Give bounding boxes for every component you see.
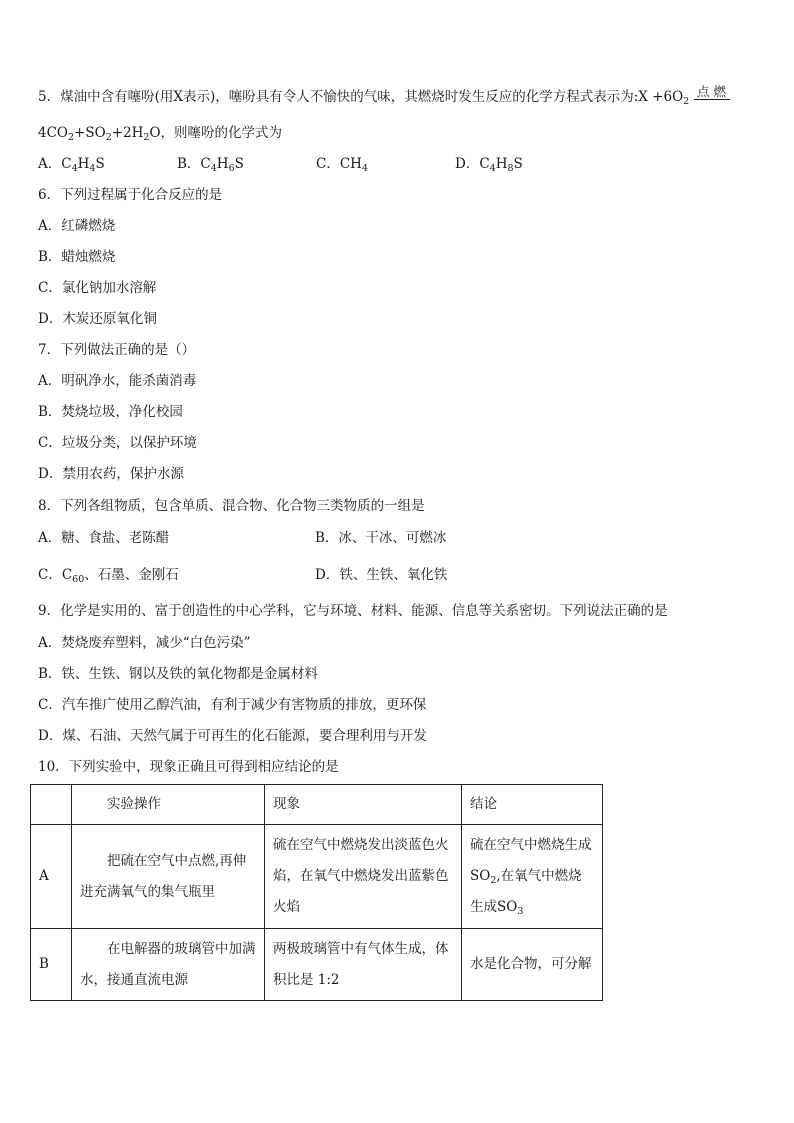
operation-cell: 在电解器的玻璃管中加满水，接通直流电源 [72,929,265,1001]
operation-cell: 把硫在空气中点燃,再伸进充满氧气的集气瓶里 [72,825,265,929]
table-header-cell: 实验操作 [72,785,265,825]
table-header-cell: 结论 [462,785,603,825]
q7-option-c: C．垃圾分类，以保护环境 [38,435,197,451]
row-label: B [31,929,72,1001]
conclusion-cell: 水是化合物，可分解 [462,929,603,1001]
q8-option-d: D．铁、生铁、氧化铁 [315,567,448,583]
table-header-cell: 现象 [265,785,462,825]
q8-option-b: B．冰、干冰、可燃冰 [315,530,447,546]
q8-option-a: A．糖、食盐、老陈醋 [38,530,170,546]
q9-option-c: C．汽车推广使用乙醇汽油，有利于减少有害物质的排放，更环保 [38,697,427,713]
q8-option-c: C．$C_{60}$、石墨、金刚石 [38,567,179,585]
q8-stem: 8．下列各组物质，包含单质、混合物、化合物三类物质的一组是 [38,498,425,514]
q6-option-d: D．木炭还原氧化铜 [38,311,157,327]
table-header-row [31,785,603,825]
table-header-cell [31,785,72,825]
table-row [31,825,603,929]
conclusion-cell: 硫在空气中燃烧生成$SO_2$,在氧气中燃烧生成$SO_3$ [462,825,603,929]
q5-stem-line2: $4CO_2+SO_2+2H_2O$，则噻吩的化学式为 [38,125,283,143]
q10-stem: 10．下列实验中，现象正确且可得到相应结论的是 [38,759,339,775]
q7-option-b: B．焚烧垃圾，净化校园 [38,404,183,420]
q7-option-d: D．禁用农药，保护水源 [38,466,184,482]
q6-option-c: C．氯化钠加水溶解 [38,280,157,296]
q7-stem: 7．下列做法正确的是（） [38,342,196,358]
q5-option-a: A．$C_4H_4S$ [38,156,105,174]
row-label: A [31,825,72,929]
q7-option-a: A．明矾净水，能杀菌消毒 [38,373,197,389]
q6-option-b: B．蜡烛燃烧 [38,249,116,265]
q5-option-d: D．$C_4H_8S$ [455,156,523,174]
experiment-table [30,784,603,1001]
q5-option-b: B．$C_4H_6S$ [177,156,244,174]
q6-option-a: A．红磷燃烧 [38,218,116,234]
q9-option-a: A．焚烧废弃塑料，减少“白色污染” [38,635,251,651]
q5-option-c: C．$CH_4$ [316,156,368,174]
q9-option-b: B．铁、生铁、钢以及铁的氧化物都是金属材料 [38,666,318,682]
phenomenon-cell: 硫在空气中燃烧发出淡蓝色火焰，在氧气中燃烧发出蓝紫色火焰 [265,825,462,929]
q5-stem-line1: 5．煤油中含有噻吩(用X表示)，噻吩具有令人不愉快的气味，其燃烧时发生反应的化学方程式表示为:X $+6O_2$ 点 燃 [38,88,730,106]
reaction-condition: 点 燃 [694,90,730,105]
table-row [31,929,603,1001]
phenomenon-cell: 两极玻璃管中有气体生成，体积比是 1:2 [265,929,462,1001]
q9-stem: 9．化学是实用的、富于创造性的中心学科，它与环境、材料、能源、信息等关系密切。下列说法正确的是 [38,603,668,619]
q6-stem: 6．下列过程属于化合反应的是 [38,187,223,203]
q9-option-d: D．煤、石油、天然气属于可再生的化石能源，要合理利用与开发 [38,728,427,744]
